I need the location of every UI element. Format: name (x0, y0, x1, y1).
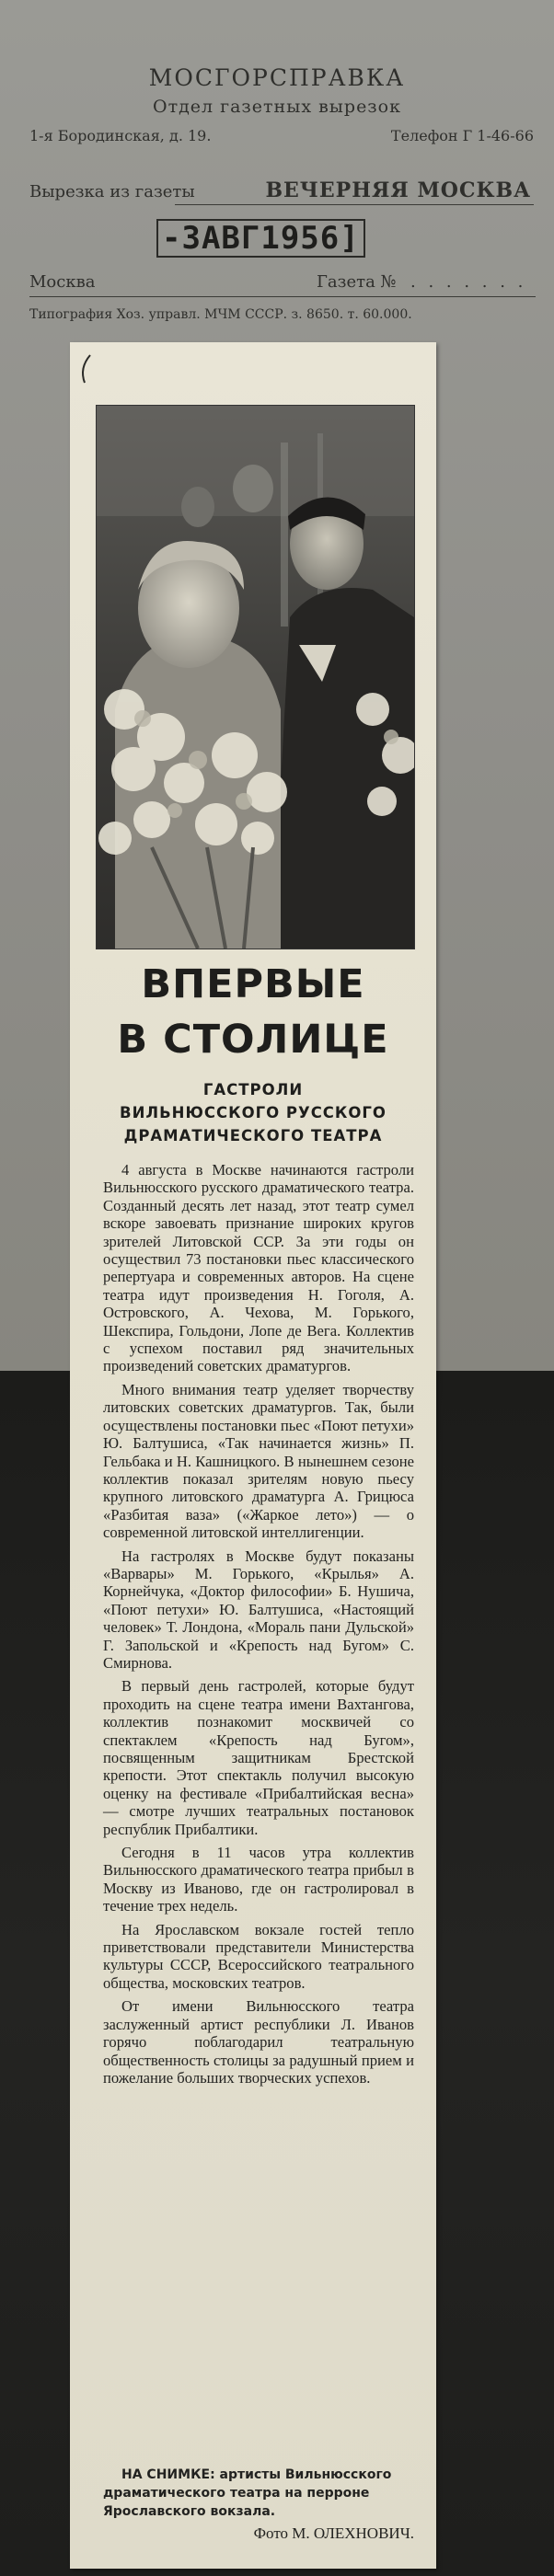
article-paragraph: Много внимания театр уделяет творчеству литовских советских драматургов. Так, были осуществлены постановки пьес «Поют петухи» Ю. Балтушиса, «Так начинается жизнь» П. Гельбака и Н. Кашницкого. В нынешнем сезоне коллектив показал зрителям новую пьесу крупного литовского драматурга А. Грицюса «Разбитая ваза» («Жаркое лето») — о современной литовской интеллигенции. (103, 1380, 414, 1542)
article-paragraph: Сегодня в 11 часов утра коллектив Вильнюсского драматического театра прибыл в Москву из Иваново, где он гастролировал в течение трех недель. (103, 1844, 414, 1915)
gazette-number-label: Газета № (317, 272, 397, 292)
city-label: Москва (29, 272, 96, 292)
article-paragraph: 4 августа в Москве начинаются гастроли Вильнюсского русского драматического театра. Созданный десять лет назад, этот театр сумел вскоре завоевать признание широких кругов зрителей Литовской ССР. За эти годы он осуществил 73 постановки пьес классического репертуара и современных авторов. На сцене театра идут произведения Н. Гоголя, А. Островского, А. Чехова, М. Горького, Шекспира, Гольдони, Лопе де Вега. Коллектив с успехом поставил ряд значительных произведений советских драматургов. (103, 1161, 414, 1375)
subheadline-line: ДРАМАТИЧЕСКОГО ТЕАТРА (123, 1127, 383, 1144)
headline-line: В СТОЛИЦЕ (117, 1017, 389, 1063)
bureau-subtitle: Отдел газетных вырезок (153, 97, 401, 117)
pen-mark-icon (72, 351, 109, 388)
clip-label: Вырезка из газеты (29, 182, 195, 201)
gazette-number-blank: . . . . . . . (410, 272, 527, 292)
article-body (103, 1161, 414, 2092)
bureau-address: 1-я Бородинская, д. 19. (29, 127, 212, 144)
bureau-phone: Телефон Г 1-46-66 (390, 127, 534, 144)
article-paragraph: От имени Вильнюсского театра заслуженный артист республики Л. Иванов горячо поблагодарил театральную общественность столицы за радушный прием и пожелание больших творческих успехов. (103, 1997, 414, 2087)
printing-info: Типография Хоз. управл. МЧМ СССР. з. 8650. т. 60.000. (29, 307, 412, 322)
news-photo (96, 405, 415, 949)
newspaper-name: ВЕЧЕРНЯЯ МОСКВА (265, 178, 531, 202)
photo-caption: НА СНИМКЕ: артисты Вильнюсского драматического театра на перроне Ярославского вокзала. (103, 2467, 392, 2519)
bureau-title: МОСГОРСПРАВКА (148, 64, 406, 91)
date-stamp: -3АВГ1956] (156, 219, 365, 258)
subheadline (70, 1078, 436, 1147)
newspaper-clipping (70, 342, 436, 2569)
photo-credit: Фото М. ОЛЕХНОВИЧ. (253, 2524, 414, 2542)
subheadline-line: ГАСТРОЛИ (202, 1081, 304, 1098)
article-paragraph: На Ярославском вокзале гостей тепло приветствовали представители Министерства культуры СССР, Всероссийского театрального общества, московских театров. (103, 1920, 414, 1992)
headline-line: ВПЕРВЫЕ (141, 961, 365, 1007)
article-paragraph: В первый день гастролей, которые будут проходить на сцене театра имени Вахтангова, коллектив познакомит москвичей со спектаклем «Крепость над Бугом», посвященным защитникам Брестской крепости. Этот спектакль получил высокую оценку на фестивале «Прибалтийская весна» — смотре лучших театральных постановок республик Прибалтики. (103, 1677, 414, 1838)
article-paragraph: На гастролях в Москве будут показаны «Варвары» М. Горького, «Крылья» А. Корнейчука, «Доктор философии» Б. Нушича, «Поют петухи» Ю. Балтушиса, «Настоящий человек» Т. Лондона, «Мораль пани Дульской» Г. Запольской и «Крепость над Бугом» С. Смирнова. (103, 1547, 414, 1672)
divider (175, 204, 534, 205)
subheadline-line: ВИЛЬНЮССКОГО РУССКОГО (120, 1104, 387, 1121)
headline (70, 957, 436, 1067)
divider (29, 296, 536, 297)
